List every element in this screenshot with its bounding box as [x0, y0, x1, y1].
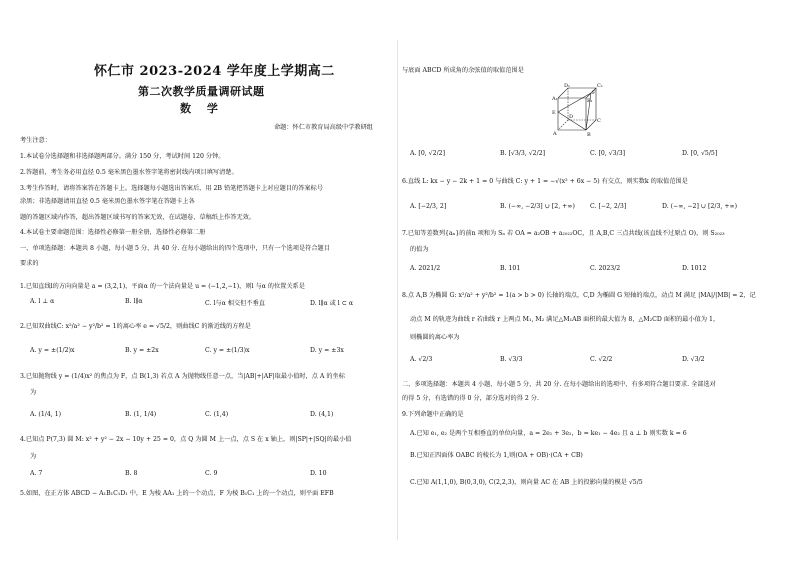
- q4-option-d: D. 10: [310, 470, 327, 477]
- q1-option-c: C. l与α 相交但不垂直: [205, 300, 265, 307]
- question-5-stem: 5.如图，在正方体 ABCD − A₁B₁C₁D₁ 中，E 为棱 AA₁ 上的一个动点，F 为棱 B₁C₁ 上的一个动点，则平面 EFB: [20, 490, 334, 497]
- exam-author: 命题：怀仁市教育局高级中学教研组: [274, 124, 373, 131]
- note-line: 涂黑；非选择题请用直径 0.5 毫米黑色墨水签字笔在答题卡上各: [20, 198, 195, 205]
- question-3-stem-cont: 为: [30, 389, 37, 396]
- q5-option-d: D. [0, √5/5]: [682, 150, 718, 157]
- q2-option-b: B. y = ±2x: [125, 347, 159, 354]
- exam-subject: 数 学: [180, 102, 224, 115]
- note-line: 2.答题前，考生务必用直径 0.5 毫米黑色墨水签字笔将密封线内项目填写清楚。: [20, 169, 238, 176]
- q4-option-c: C. 9: [205, 470, 218, 477]
- figure-label: F: [592, 90, 596, 96]
- section2-intro-cont: 的得 5 分，有选错的得 0 分，部分选对的得 2 分.: [402, 395, 539, 402]
- q8-option-c: C. √2/2: [590, 356, 613, 363]
- figure-label: A₁: [552, 96, 558, 102]
- q9-option-a: A.已知 e₁, e₂ 是两个互相垂直的单位向量，a = 2e₁ + 3e₂，b = ke₁ − 4e₂ 且 a ⊥ b 则实数 k = 6: [410, 430, 687, 437]
- question-7-stem-cont: 的值为: [410, 246, 429, 253]
- cube-figure: [546, 80, 606, 140]
- question-9-stem: 9.下列命题中正确的是: [402, 411, 464, 418]
- figure-label: D₁: [564, 83, 571, 89]
- q9-option-c: C.已知 A(1,1,0), B(0,3,0), C(2,2,3)，则向量 AC 在 AB 上的投影向量的模是 √5/5: [410, 479, 643, 486]
- question-5-stem-cont: 与底面 ABCD 所成角的余弦值的取值范围是: [402, 67, 524, 74]
- q4-option-a: A. 7: [30, 470, 43, 477]
- q7-option-d: D. 1012: [682, 265, 707, 272]
- q8-option-a: A. √2/3: [410, 356, 433, 363]
- question-8-stem: 8.点 A,B 为椭圆 G: x²/a² + y²/b² = 1(a > b > 0) 长轴的端点，C,D 为椭圆 G 短轴的端点，动点 M 满足 |MA|/|MB| = 2，记: [402, 292, 756, 299]
- note-line: 4.本试卷主要命题范围：选择性必修第一册全册，选择性必修第二册: [20, 229, 206, 236]
- cube-hidden-edge: [558, 120, 568, 130]
- question-1-stem: 1.已知直线l的方向向量是 a = (3,2,1)，平面α 的一个法向量是 u = (−1,2,−1)，则l 与α 的位置关系是: [20, 283, 305, 290]
- figure-label: D: [569, 114, 574, 120]
- question-8-stem-cont: 动点 M 的轨迹为曲线 r 若曲线 r 上两点 M₁, M₂ 满足△M₁AB 面积的最大值为 8，△M₂CD 面积的最小值为 1，: [410, 316, 720, 323]
- q4-option-b: B. 8: [125, 470, 138, 477]
- q3-option-c: C. (1,4): [205, 411, 229, 418]
- q6-option-a: A. [−2/3, 2]: [410, 203, 447, 210]
- q6-option-d: D. (−∞, −2] ∪ [2/3, +∞): [662, 203, 738, 210]
- q5-option-c: C. [0, √3/3]: [590, 150, 626, 157]
- note-line: 3.考生作答时，请将答案答在答题卡上。选择题每小题选出答案后，用 2B 铅笔把答题卡上对应题目的答案标号: [20, 185, 323, 192]
- q1-option-d: D. l∥α 或 l ⊂ α: [310, 300, 354, 307]
- column-divider: [397, 40, 398, 540]
- q3-option-d: D. (4,1): [310, 411, 334, 418]
- q3-option-a: A. (1/4, 1): [30, 411, 62, 418]
- question-3-stem: 3.已知抛物线 y = (1/4)x² 的焦点为 F，点 B(1,3) 若点 A 为抛物线任意一点，当|AB|+|AF|取最小值时，点 A 的坐标: [20, 373, 345, 380]
- q2-option-a: A. y = ±(1/2)x: [30, 347, 75, 354]
- q1-option-a: A. l ⊥ α: [30, 298, 55, 305]
- q2-option-c: C. y = ±(1/3)x: [205, 347, 250, 354]
- figure-label: E: [552, 110, 556, 116]
- q6-option-c: C. [−2, 2/3]: [590, 203, 627, 210]
- question-4-stem-cont: 为: [30, 453, 37, 460]
- question-7-stem: 7.已知等差数列{aₙ}的前n 项和为 Sₙ 若 OA = a₂OB + a₂₀₂₂OC，且 A,B,C 三点共线(该直线不过原点 O)，则 S₂₀₂₃: [402, 230, 725, 237]
- figure-label: C₁: [597, 83, 603, 89]
- q5-option-a: A. [0, √2/2]: [410, 150, 446, 157]
- q5-option-b: B. [√3/3, √2/2]: [500, 150, 546, 157]
- question-6-stem: 6.直线 L: kx − y − 2k + 1 = 0 与曲线 C: y + 1 = −√(x² + 6x − 5) 有交点，则实数k 的取值范围是: [402, 178, 688, 185]
- q6-option-b: B. (−∞, −2/3] ∪ [2, +∞): [500, 203, 575, 210]
- figure-label: C: [597, 118, 601, 124]
- q9-option-b: B.已知正四面体 OABC 的棱长为 1,则(OA + OB)·(CA + CB): [410, 452, 583, 459]
- q7-option-b: B. 101: [500, 265, 521, 272]
- q8-option-b: B. √3/3: [500, 356, 523, 363]
- question-8-stem-cont: 则椭圆的离心率为: [410, 334, 460, 341]
- q8-option-d: D. √3/2: [682, 356, 705, 363]
- q1-option-b: B. l∥α: [125, 298, 143, 305]
- q3-option-b: B. (1, 1/4): [125, 411, 157, 418]
- q7-option-a: A. 2021/2: [410, 265, 441, 272]
- cube-edge: [586, 120, 596, 130]
- exam-title: 怀仁市 2023-2024 学年度上学期高二: [94, 64, 335, 79]
- question-4-stem: 4.已知点 P(7,3) 圆 M: x² + y² − 2x − 10y + 25 = 0，点 Q 为圆 M 上一点，点 S 在 x 轴上，则|SP|+|SQ|的最小值: [20, 436, 352, 443]
- section1-intro: 一、单项选择题：本题共 8 小题，每小题 5 分，共 40 分. 在每小题给出的四个选项中，只有一个选项是符合题目: [20, 245, 330, 252]
- exam-subtitle: 第二次教学质量调研试题: [138, 85, 265, 98]
- section1-intro-cont: 要求的: [20, 260, 39, 267]
- note-line: 题的答题区域内作答，超出答题区域书写的答案无效，在试题卷、草稿纸上作答无效。: [20, 214, 256, 221]
- section2-intro: 二、多项选择题：本题共 4 小题，每小题 5 分，共 20 分. 在每小题给出的选项中，有多项符合题目要求. 全部选对: [402, 381, 716, 388]
- figure-label: B₁: [587, 98, 593, 104]
- figure-label: B: [587, 132, 591, 138]
- figure-label: A: [553, 131, 557, 137]
- q7-option-c: C. 2023/2: [590, 265, 621, 272]
- q2-option-d: D. y = ±3x: [310, 347, 344, 354]
- note-line: 1.本试卷分选择题和非选择题两部分。满分 150 分，考试时间 120 分钟。: [20, 153, 225, 160]
- notes-heading: 考生注意：: [20, 137, 51, 144]
- question-2-stem: 2.已知双曲线C: x²/a² − y²/b² = 1的离心率 e = √5/2，则曲线C 的渐近线的方程是: [20, 323, 251, 330]
